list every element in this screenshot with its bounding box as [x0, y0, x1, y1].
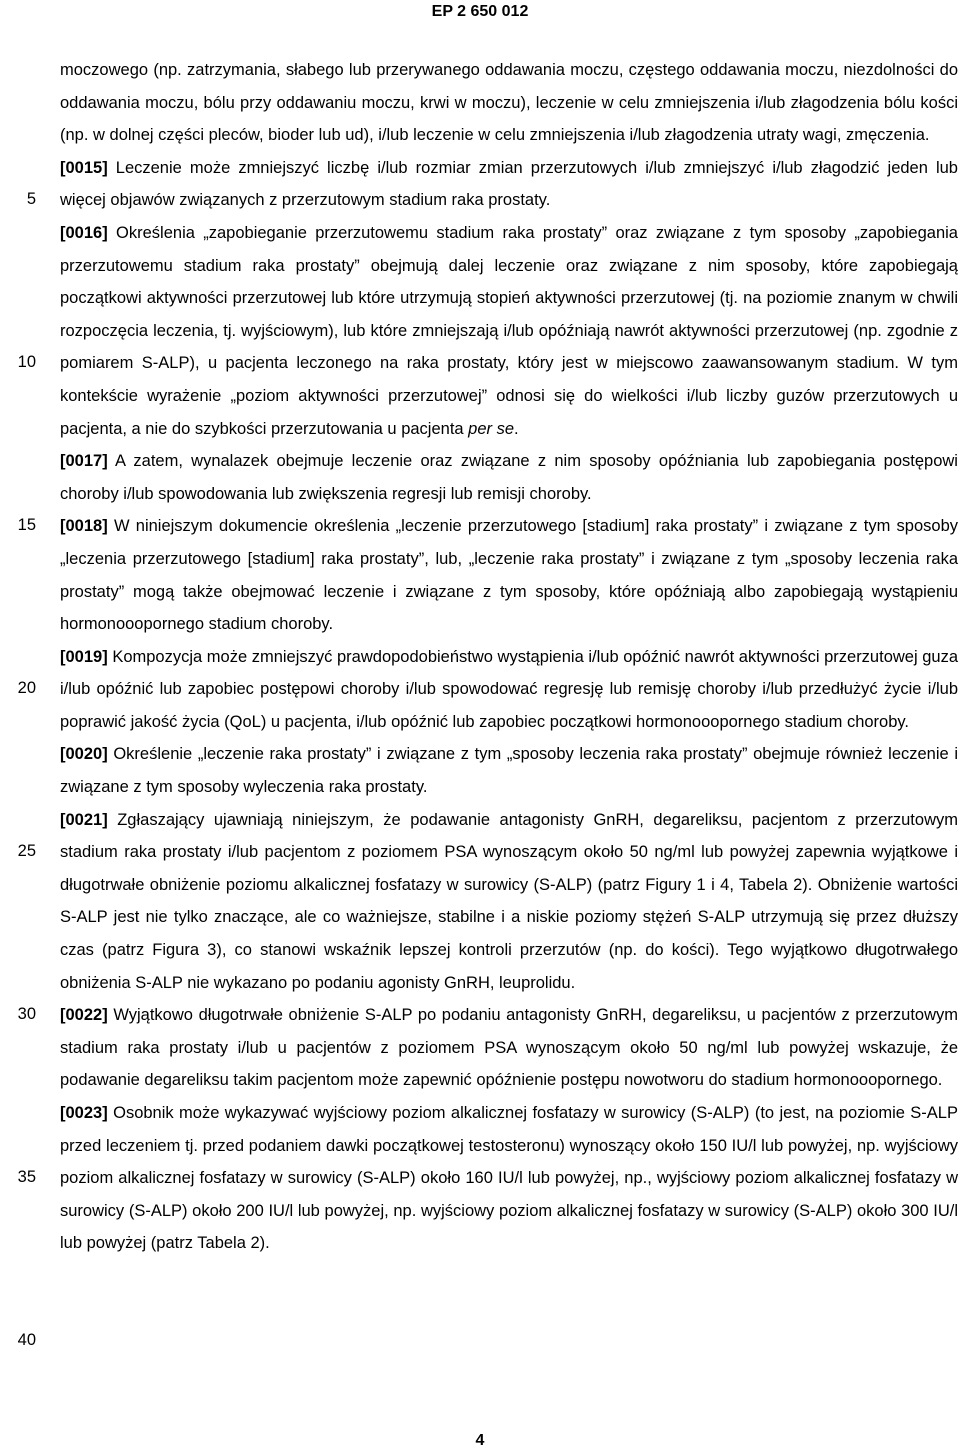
- paragraph-0020: [60, 738, 958, 803]
- paragraph-text: Określenia „zapobieganie przerzutowemu stadium raka prostaty” oraz związane z tym sposoby „zapobiegania przerzutowemu stadium raka prostaty” obejmują dalej leczenie oraz związane z nim sposoby, które zapobiegają początkowi aktywności przerzutowej lub które utrzymują stopień aktywności przerzutowej (tj. na poziomie znanym w chwili rozpoczęcia leczenia, tj. wyjściowym), lub które zmniejszają i/lub opóźniają nawrót aktywności przerzutowej (np. zgodnie z pomiarem S-ALP), u pacjenta leczonego na raka prostaty, który jest w miejscowo zaawansowanym stadium. W tym kontekście wyrażenie „poziom aktywności przerzutowej” odnosi się do wielkości i/lub liczby guzów przerzutowych u pacjenta, a nie do szybkości przerzutowania u pacjenta: [60, 223, 958, 438]
- patent-number-header: EP 2 650 012: [431, 3, 529, 20]
- paragraph-tag: [0020]: [60, 745, 108, 764]
- paragraph-0016: [60, 217, 958, 445]
- paragraph-text: Kompozycja może zmniejszyć prawdopodobieństwo wystąpienia i/lub opóźnić nawrót aktywności przerzutowej guza i/lub opóźnić lub zapobiec postępowi choroby i/lub spowodować regresję lub remisję choroby i/lub przedłużyć życie i/lub poprawić jakość życia (QoL) u pacjenta, i/lub opóźnić lub zapobiec początkowi hormonooopornego stadium choroby.: [60, 647, 959, 731]
- page-number: 4: [475, 1432, 485, 1449]
- line-number: 25: [17, 842, 36, 860]
- paragraph-tag: [0015]: [60, 158, 108, 177]
- line-number: 40: [17, 1331, 36, 1349]
- paragraph-text: Określenie „leczenie raka prostaty” i związane z tym „sposoby leczenia raka prostaty” obejmuje również leczenie i związane z tym sposoby wyleczenia raka prostaty.: [60, 745, 958, 797]
- paragraph-0021: [60, 804, 958, 1000]
- paragraph-text: Osobnik może wykazywać wyjściowy poziom alkalicznej fosfatazy w surowicy (S-ALP) (to jest, na poziomie S-ALP przed leczeniem tj. przed podaniem dawki początkowej testosteronu) wynoszący około 150 IU/l lub powyżej, np. wyjściowy poziom alkalicznej fosfatazy w surowicy (S-ALP) około 160 IU/l lub powyżej, np., wyjściowy poziom alkalicznej fosfatazy w surowicy (S-ALP) około 200 IU/l lub powyżej, np. wyjściowy poziom alkalicznej fosfatazy w surowicy (S-ALP) około 300 IU/l lub powyżej (patrz Tabela 2).: [60, 1104, 958, 1253]
- paragraph-0015: [60, 152, 958, 217]
- document-body: [60, 54, 958, 1260]
- paragraph-text: Leczenie może zmniejszyć liczbę i/lub rozmiar zmian przerzutowych i/lub zmniejszyć i/lub złagodzić jeden lub więcej objawów związanych z przerzutowym stadium raka prostaty.: [60, 158, 958, 210]
- paragraph-text: W niniejszym dokumencie określenia „leczenie przerzutowego [stadium] raka prostaty” i związane z tym sposoby „leczenia przerzutowego [stadium] raka prostaty”, lub, „leczenie raka prostaty” i związane z tym „sposoby leczenia raka prostaty” mogą także obejmować leczenie i związane z tym sposoby, które opóźniają albo zapobiegają wystąpieniu hormonooopornego stadium choroby.: [60, 517, 959, 634]
- paragraph-0018: [60, 510, 958, 640]
- paragraph-tag: [0018]: [60, 517, 108, 536]
- paragraph-0019: [60, 641, 958, 739]
- line-number: 20: [17, 679, 36, 697]
- paragraph-continuation: [60, 54, 958, 152]
- paragraph-text: A zatem, wynalazek obejmuje leczenie oraz związane z nim sposoby opóźniania lub zapobiegania postępowi choroby i/lub spowodowania lub zwiększenia regresji lub remisji choroby.: [60, 452, 958, 503]
- line-number: 15: [17, 516, 36, 534]
- paragraph-text: Wyjątkowo długotrwałe obniżenie S-ALP po podaniu antagonisty GnRH, degareliksu, u pacjentów z przerzutowym stadium raka prostaty i/lub u pacjentów z poziomem PSA wynoszącym około 50 ng/ml lub powyżej wskazuje, że podawanie degareliksu takim pacjentom może zapewnić opóźnienie postępu nowotworu do stadium hormonooopornego.: [60, 1006, 958, 1090]
- paragraph-tag: [0016]: [60, 223, 108, 242]
- paragraph-tag: [0017]: [60, 452, 108, 471]
- paragraph-text: Zgłaszający ujawniają niniejszym, że podawanie antagonisty GnRH, degareliksu, pacjentom z przerzutowym stadium raka prostaty i/lub pacjentom z poziomem PSA wynoszącym około 50 ng/ml lub powyżej zapewnia wyjątkowe i długotrwałe obniżenie poziomu alkalicznej fosfatazy w surowicy (S-ALP) (patrz Figury 1 i 4, Tabela 2). Obniżenie wartości S-ALP jest nie tylko znaczące, ale co ważniejsze, stabilne i a niskie poziomy stężeń S-ALP utrzymują się przez dłuższy czas (patrz Figura 3), co stanowi wskaźnik lepszej kontroli przerzutów (np. do kości). Tego wyjątkowo długotrwałego obniżenia S-ALP nie wykazano po podaniu agonisty GnRH, leuprolidu.: [60, 810, 958, 992]
- paragraph-0023: [60, 1097, 958, 1260]
- paragraph-text: moczowego (np. zatrzymania, słabego lub przerywanego oddawania moczu, częstego oddawania moczu, niezdolności do oddawania moczu, bólu przy oddawaniu moczu, krwi w moczu), leczenie w celu zmniejszenia i/lub złagodzenia bólu kości (np. w dolnej części pleców, bioder lub ud), i/lub leczenie w celu zmniejszenia i/lub złagodzenia utraty wagi, zmęczenia.: [60, 61, 958, 145]
- line-number: 10: [17, 353, 36, 371]
- line-number: 30: [17, 1005, 36, 1023]
- line-number: 35: [17, 1168, 36, 1186]
- paragraph-tag: [0022]: [60, 1006, 108, 1025]
- paragraph-end: .: [514, 419, 519, 438]
- paragraph-0022: [60, 999, 958, 1097]
- paragraph-tag: [0019]: [60, 647, 108, 666]
- paragraph-tag: [0023]: [60, 1104, 108, 1122]
- line-number: 5: [26, 190, 36, 208]
- italic-term: per se: [468, 419, 515, 438]
- paragraph-0017: [60, 445, 958, 510]
- paragraph-tag: [0021]: [60, 810, 108, 829]
